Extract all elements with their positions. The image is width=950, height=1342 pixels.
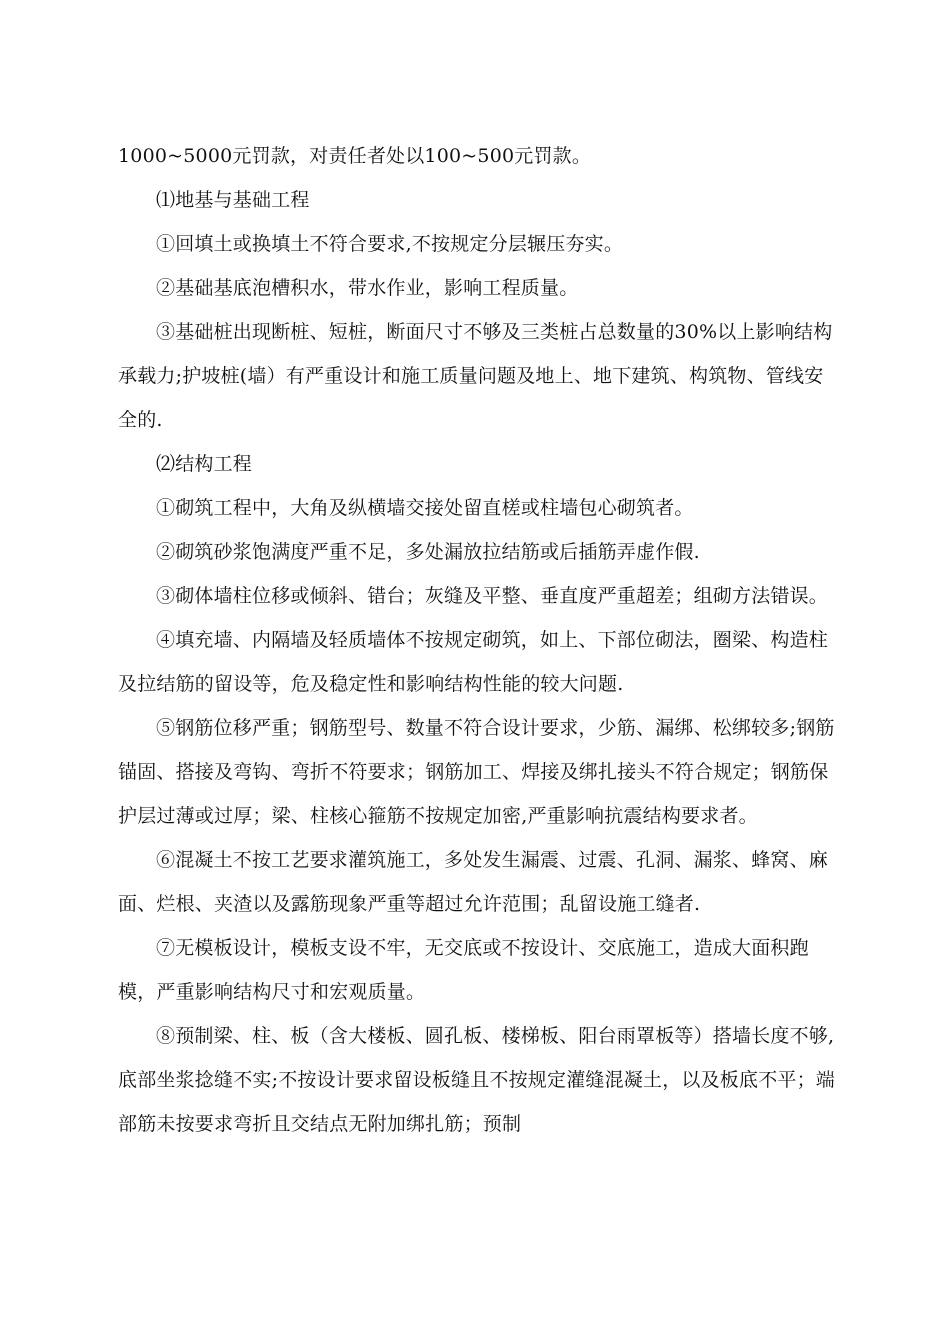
list-item: ①砌筑工程中，大角及纵横墙交接处留直槎或柱墙包心砌筑者。 [156,497,694,519]
section-heading-foundation: ⑴地基与基础工程 [156,189,310,211]
list-item: ⑦无模板设计，模板支设不牢，无交底或不按设计、交底施工，造成大面积跑模，严重影响结构尺寸和宏观质量。 [118,937,809,1003]
paragraph-penalty-amount: 1000~5000元罚款，对责任者处以100~500元罚款。 [118,145,592,167]
list-item: ⑧预制梁、柱、板（含大楼板、圆孔板、楼梯板、阳台雨罩板等）搭墙长度不够,底部坐浆捻缝不实;不按设计要求留设板缝且不按规定灌缝混凝土，以及板底不平；端部筋未按要求弯折且交结点无附加绑扎筋；预制 [118,1025,836,1135]
list-item: ③基础桩出现断桩、短桩，断面尺寸不够及三类桩占总数量的30%以上影响结构承载力;护坡桩(墙）有严重设计和施工质量问题及地上、地下建筑、构筑物、管线安全的. [118,321,833,431]
list-item: ⑥混凝土不按工艺要求灌筑施工，多处发生漏震、过震、孔洞、漏浆、蜂窝、麻面、烂根、夹渣以及露筋现象严重等超过允许范围；乱留设施工缝者. [118,849,829,915]
list-item: ②砌筑砂浆饱满度严重不足，多处漏放拉结筋或后插筋弄虚作假. [156,541,700,563]
list-item: ②基础基底泡槽积水，带水作业，影响工程质量。 [156,277,579,299]
list-item: ⑤钢筋位移严重；钢筋型号、数量不符合设计要求，少筋、漏绑、松绑较多;钢筋锚固、搭接及弯钩、弯折不符要求；钢筋加工、焊接及绑扎接头不符合规定；钢筋保护层过薄或过厚；梁、柱核心箍筋不按规定加密,严重影响抗震结构要求者。 [118,717,835,827]
list-item: ①回填土或换填土不符合要求,不按规定分层辗压夯实。 [156,233,624,255]
list-item: ④填充墙、内隔墙及轻质墙体不按规定砌筑，如上、下部位砌法，圈梁、构造柱及拉结筋的留设等，危及稳定性和影响结构性能的较大问题. [118,629,829,695]
document-body [118,134,840,1146]
list-item: ③砌体墙柱位移或倾斜、错台；灰缝及平整、垂直度严重超差；组砌方法错误。 [156,585,829,607]
section-heading-structure: ⑵结构工程 [156,453,253,475]
